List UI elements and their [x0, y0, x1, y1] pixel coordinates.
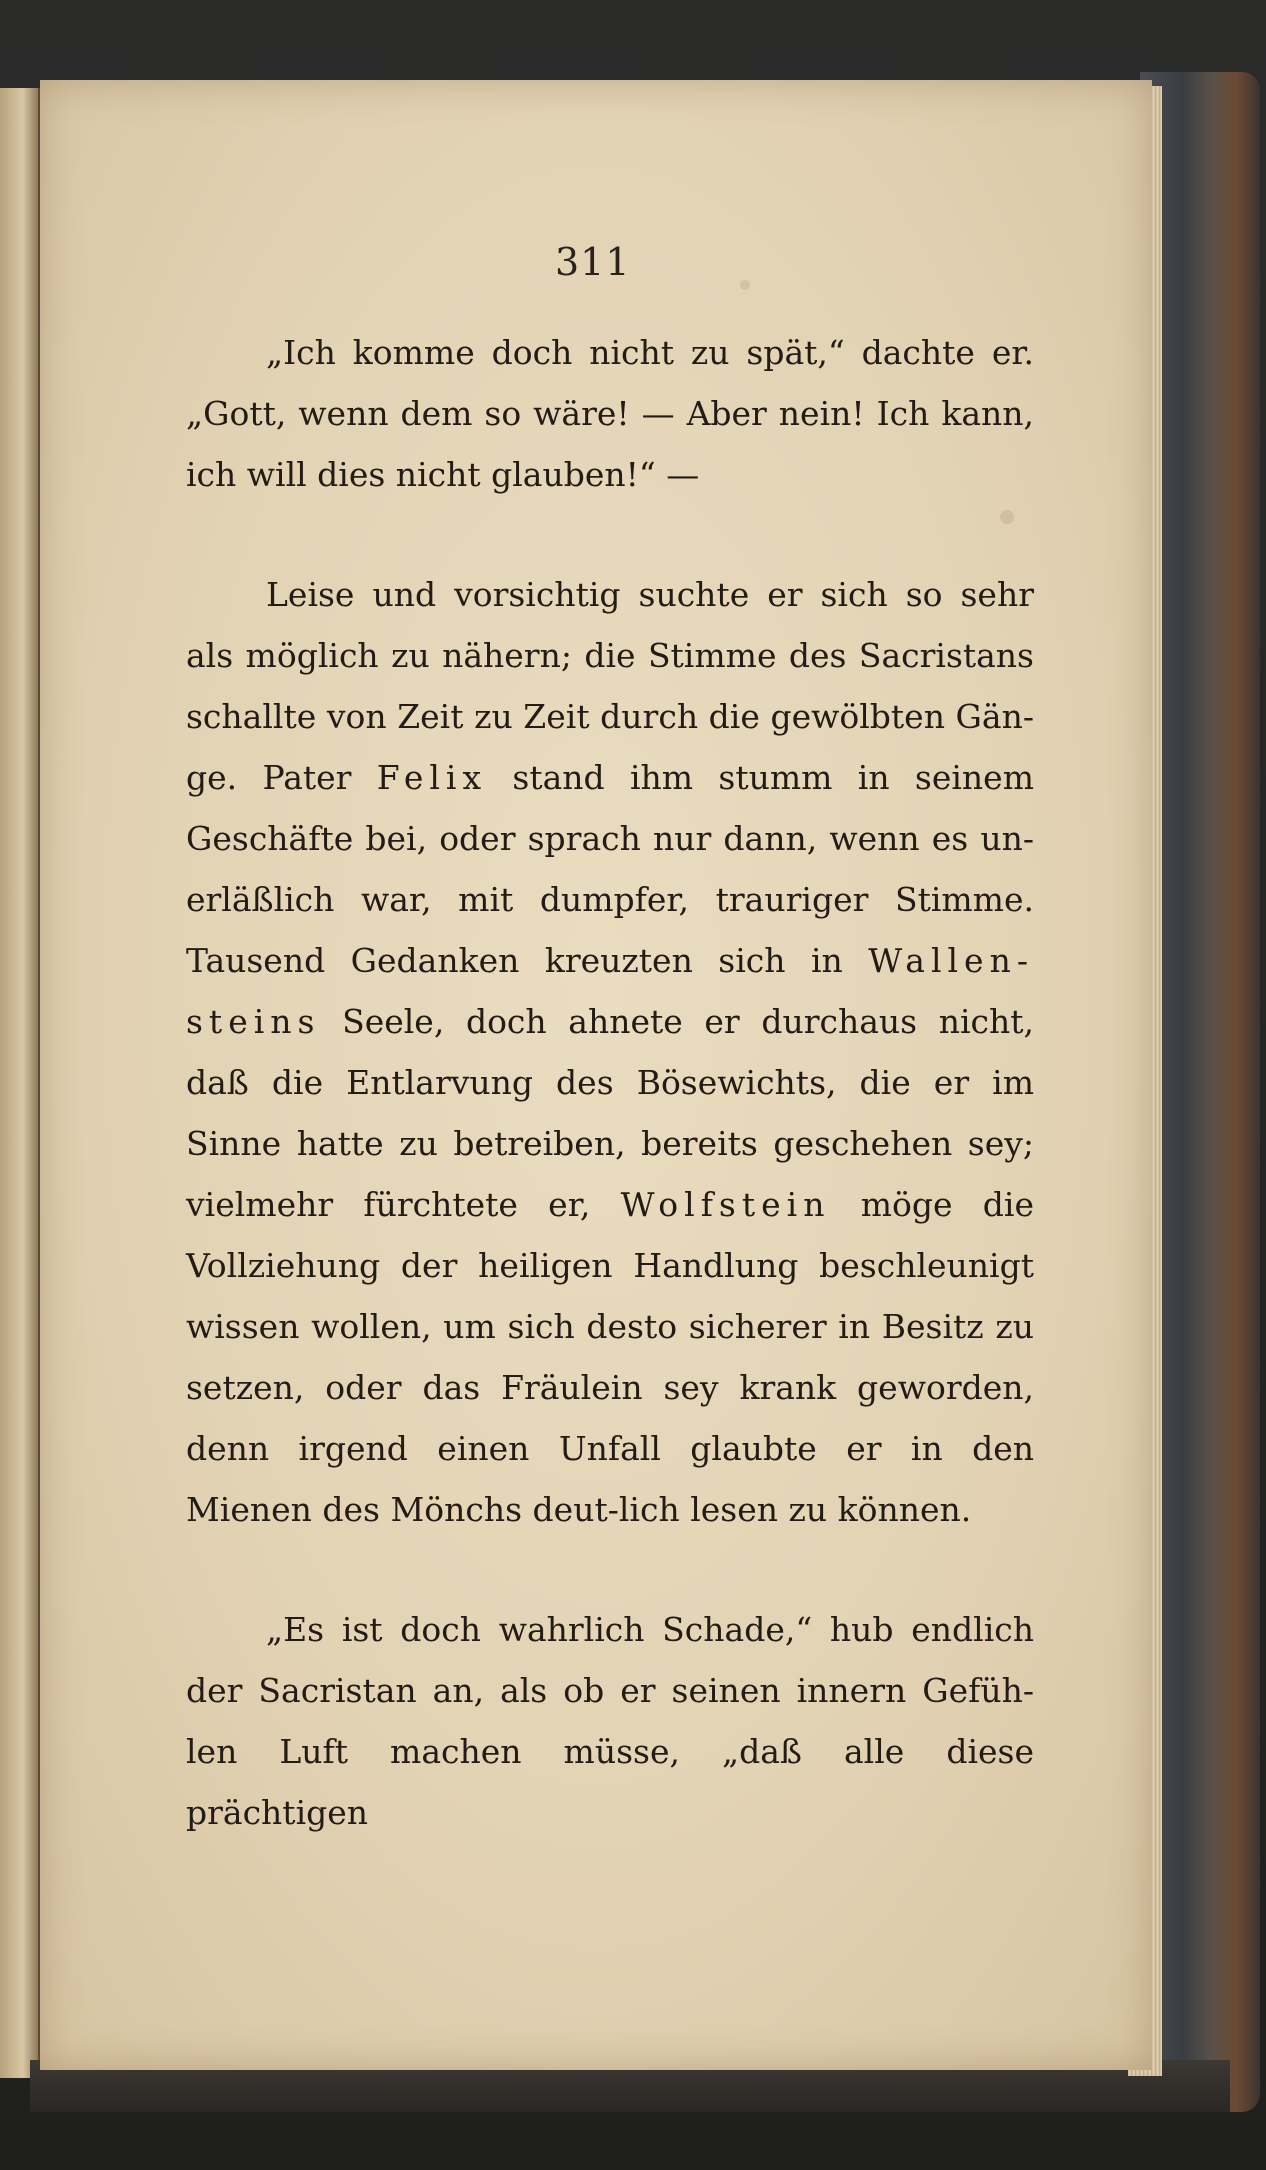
left-page-edge [0, 88, 41, 2078]
paragraph [186, 322, 1034, 505]
paragraph [186, 564, 1034, 1540]
text-segment: „Es ist doch wahrlich Schade,“ hub endlich der Sacristan an, als ob er seinen innern Gefüh-len Luft machen müsse, „daß alle diese prächtigen [186, 1610, 1034, 1832]
page-number: 311 [555, 240, 631, 284]
text-segment: Leise und vorsichtig suchte er sich so sehr als möglich zu nähern; die Stimme des Sacristans schallte von Zeit zu Zeit durch die gewölbten Gän-ge. Pater [186, 575, 1034, 797]
ink-spot [740, 280, 750, 290]
text-segment: möge die Vollziehung der heiligen Handlung beschleunigt wissen wollen, um sich desto sicherer in Besitz zu setzen, oder das Fräulein sey krank geworden, denn irgend einen Unfall glaubte er in den Mienen des Mönchs deut-lich lesen zu können. [186, 1185, 1034, 1529]
spaced-name: Wallen-steins [186, 941, 1034, 1041]
text-segment: Seele, doch ahnete er durchaus nicht, daß die Entlarvung des Bösewichts, die er im Sinne hatte zu betreiben, bereits geschehen sey; vielmehr fürchtete er, [186, 1002, 1034, 1224]
text-segment: stand ihm stumm in seinem Geschäfte bei, oder sprach nur dann, wenn es un-erläßlich war, mit dumpfer, trauriger Stimme. Tausend Gedanken kreuzten sich in [186, 758, 1034, 980]
text-segment: „Ich komme doch nicht zu spät,“ dachte er. „Gott, wenn dem so wäre! — Aber nein! Ich kann, ich will dies nicht glauben!“ — [186, 333, 1034, 494]
spaced-name: Wolfstein [620, 1185, 831, 1224]
spaced-name: Felix [376, 758, 488, 797]
text-block [186, 322, 1034, 1843]
paragraph [186, 1599, 1034, 1843]
